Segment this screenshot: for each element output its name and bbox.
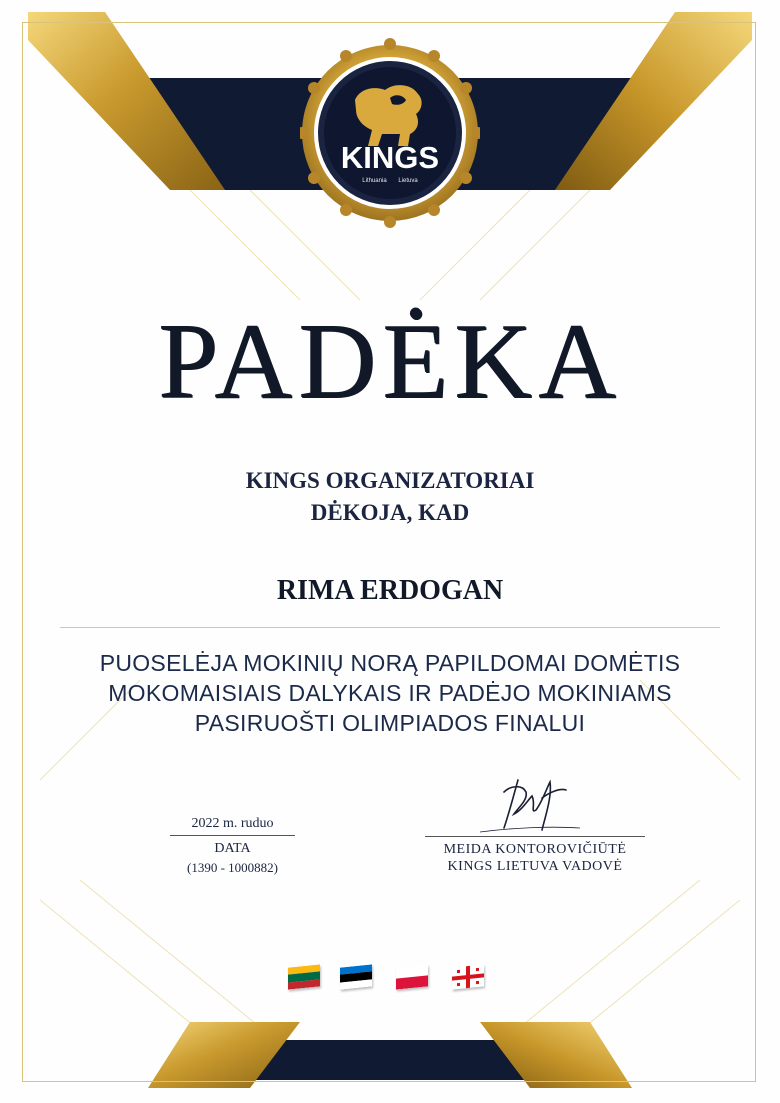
description-line-2: MOKOMAISIAIS DALYKAIS IR PADĖJO MOKINIAMS: [108, 680, 672, 706]
logo-right-label: Lietuva: [398, 178, 418, 184]
registration-code: (1390 - 1000882): [187, 860, 278, 875]
name-divider: [60, 627, 720, 628]
logo-left-label: Lithuania: [362, 178, 387, 184]
description: [40, 648, 740, 738]
kings-lion-logo: [300, 38, 480, 228]
description-line-1: PUOSELĖJA MOKINIŲ NORĄ PAPILDOMAI DOMĖTIS: [99, 650, 681, 676]
logo-brand-text: KINGS: [340, 140, 440, 175]
logo-sub-labels: [300, 178, 480, 184]
estonia-flag-icon: [340, 964, 372, 989]
signature-rule: [425, 836, 645, 837]
georgia-flag-icon: [452, 964, 484, 989]
recipient-name: RIMA ERDOGAN: [276, 575, 504, 606]
signatory-name: MEIDA KONTOROVIČIŪTĖ: [443, 842, 627, 857]
subtitle-line-1: KINGS ORGANIZATORIAI: [245, 468, 535, 493]
subtitle-line-2: DĖKOJA, KAD: [310, 500, 470, 525]
description-line-3: PASIRUOŠTI OLIMPIADOS FINALUI: [194, 710, 586, 736]
poland-flag-icon: [396, 964, 428, 989]
handwritten-signature: [470, 770, 590, 840]
certificate-title: PADĖKA: [157, 302, 623, 421]
country-flags: [288, 966, 498, 992]
date-block: [170, 815, 295, 878]
signatory-role: KINGS LIETUVA VADOVĖ: [447, 859, 623, 874]
date-rule: [170, 835, 295, 836]
signature-block: [415, 836, 655, 875]
date-label: DATA: [214, 841, 251, 856]
lithuania-flag-icon: [288, 964, 320, 989]
date-value: 2022 m. ruduo: [191, 816, 274, 831]
subtitle: [90, 465, 690, 529]
